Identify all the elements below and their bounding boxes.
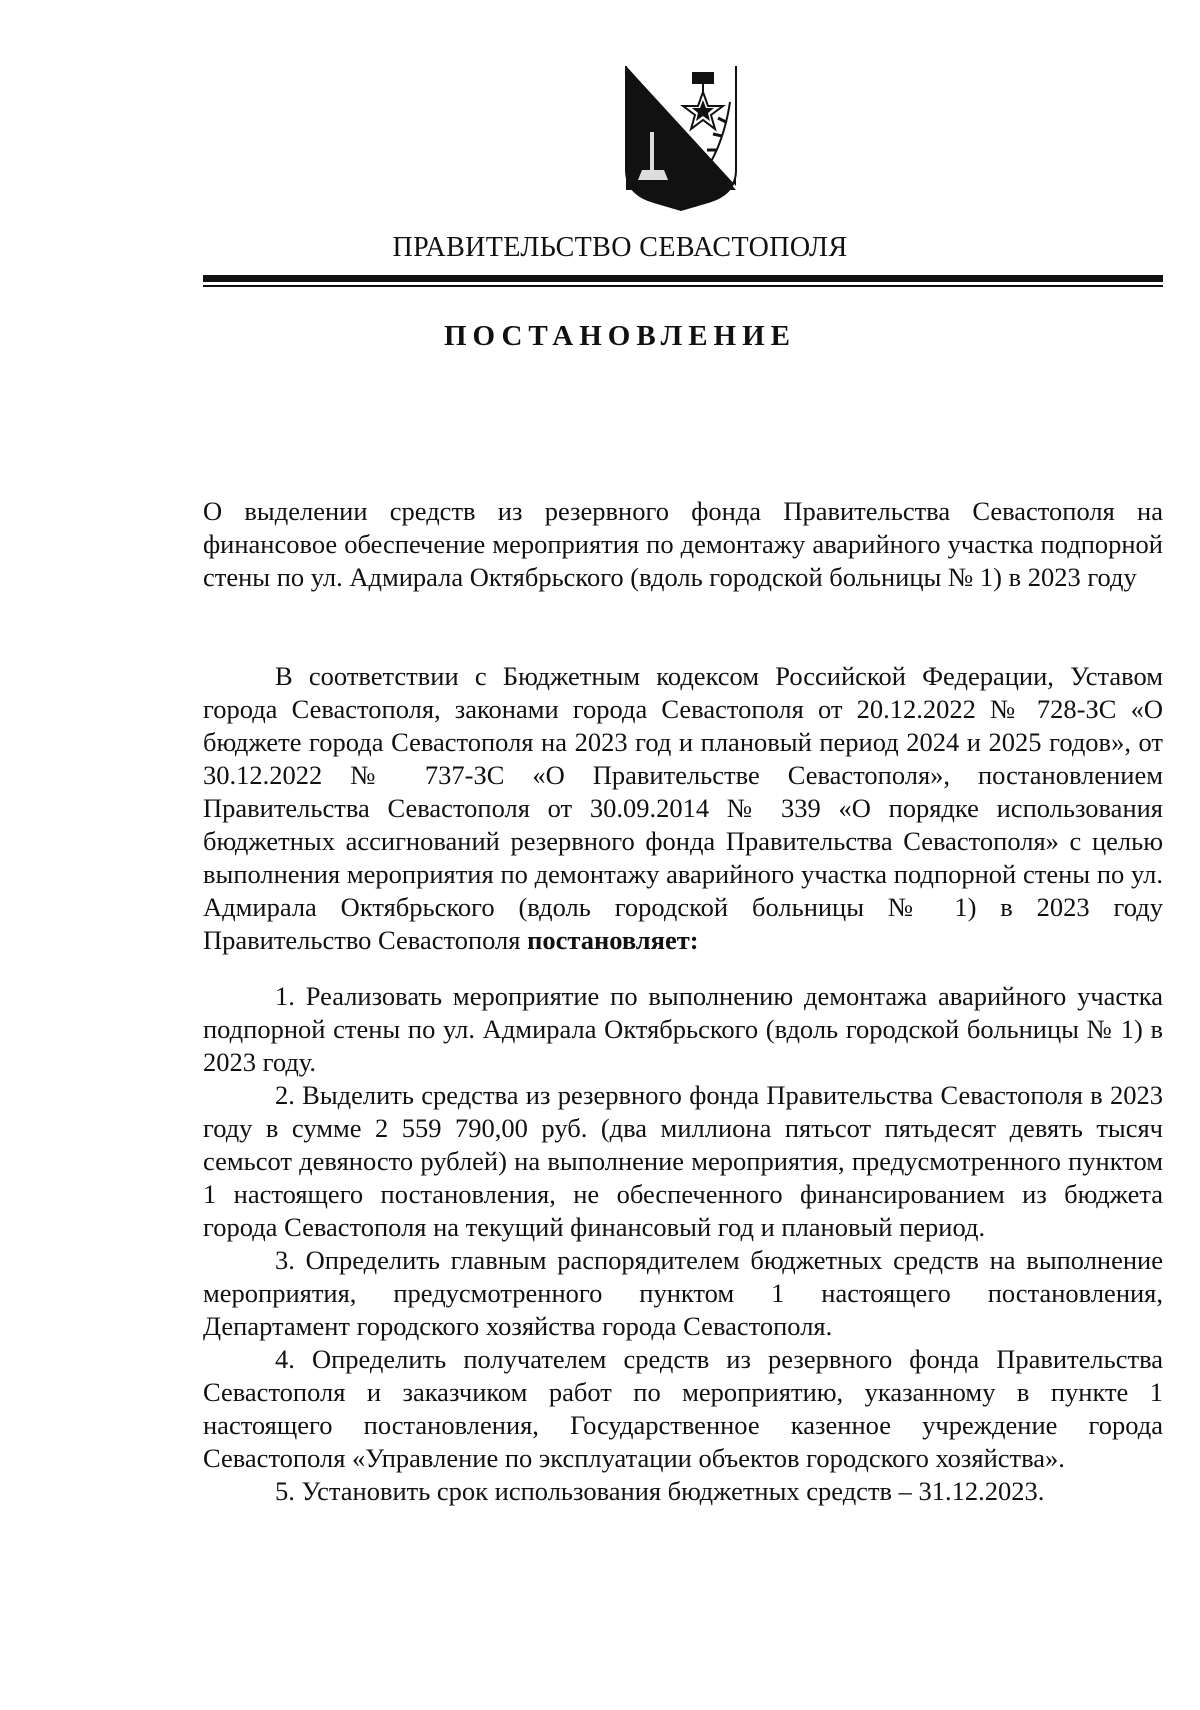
resolution-item-1: 1. Реализовать мероприятие по выполнению демонтажа аварийного участка подпорной стены по ул. Адмирала Октябрьского (вдоль городской больницы № 1) в 2023 году. — [203, 981, 1163, 1077]
header-rule-thin — [203, 285, 1163, 287]
resolution-item-5: 5. Установить срок использования бюджетных средств – 31.12.2023. — [275, 1476, 1045, 1506]
organization-name: ПРАВИТЕЛЬСТВО СЕВАСТОПОЛЯ — [392, 232, 848, 263]
preamble-text: В соответствии с Бюджетным кодексом Российской Федерации, Уставом города Севастополя, законами города Севастополя от 20.12.2022 № 728-ЗС «О бюджете города Севастополя на 2023 год и плановый период 2024 и 2025 годов», от 30.12.2022 № 737-ЗС «О Правительстве Севастополя», постановлением Правительства Севастополя от 30.09.2014 № 339 «О порядке использования бюджетных ассигнований резервного фонда Правительства Севастополя» с целью выполнения мероприятия по демонтажу аварийного участка подпорной стены по ул. Адмирала Октябрьского (вдоль городской больницы № 1) в 2023 году Правительство Севастополя — [203, 661, 1163, 955]
document-type-heading: ПОСТАНОВЛЕНИЕ — [443, 320, 796, 352]
resolution-item-2: 2. Выделить средства из резервного фонда Правительства Севастополя в 2023 году в сумме 2 559 790,00 руб. (два миллиона пятьсот пятьдесят девять тысяч семьсот девяносто рублей) на выполнение мероприятия, предусмотренного пунктом 1 настоящего постановления, не обеспеченного финансированием из бюджета города Севастополя на текущий финансовый год и плановый период. — [203, 1080, 1163, 1242]
document-title — [203, 495, 1163, 594]
sevastopol-coat-of-arms-icon — [620, 62, 742, 212]
preamble-paragraph — [203, 660, 1163, 957]
resolution-item-4: 4. Определить получателем средств из резервного фонда Правительства Севастополя и заказчиком работ по мероприятию, указанному в пункте 1 настоящего постановления, Государственное казенное учреждение города Севастополя «Управление по эксплуатации объектов городского хозяйства». — [203, 1344, 1163, 1473]
header-rule-thick — [203, 275, 1163, 282]
document-title-text: О выделении средств из резервного фонда Правительства Севастополя на финансовое обеспечение мероприятия по демонтажу аварийного участка подпорной стены по ул. Адмирала Октябрьского (вдоль городской больницы № 1) в 2023 году — [203, 496, 1163, 592]
resolution-items — [203, 980, 1163, 1508]
decree-word: постановляет: — [527, 925, 699, 955]
resolution-item-3: 3. Определить главным распорядителем бюджетных средств на выполнение мероприятия, предусмотренного пунктом 1 настоящего постановления, Департамент городского хозяйства города Севастополя. — [203, 1245, 1163, 1341]
